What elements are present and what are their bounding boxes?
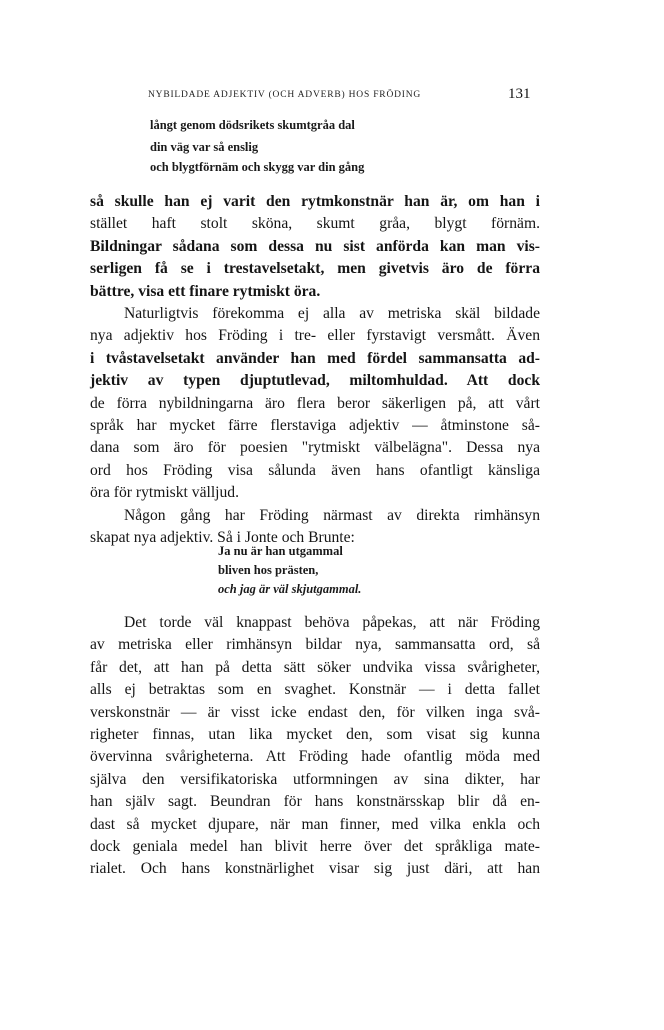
text-line: de förra nybildningarna äro flera beror säkerligen på, att vårt (90, 394, 540, 412)
text-line: så skulle han ej varit den rytmkonstnär han är, om han i (90, 193, 540, 210)
text-line: får det, att han på detta sätt söker undvika vissa svårigheter, (90, 658, 540, 676)
text-line: jektiv av typen djuptutlevad, miltomhuldad. Att dock (90, 372, 540, 390)
text-line: Någon gång har Fröding närmast av direkta rimhänsyn (124, 507, 540, 524)
text-line: dock geniala medel han blivit herre över det språkliga mate- (90, 837, 540, 855)
text-line: dana som äro för poesien "rytmiskt välbelägna". Dessa nya (90, 439, 540, 457)
text-line: nya adjektiv hos Fröding i tre- eller fyrstavigt versmått. Även (90, 327, 540, 345)
verse-quotation-1 (150, 118, 470, 174)
text-line: öra för rytmiskt välljud. (90, 484, 239, 502)
verse-line: och blygtförnäm och skygg var din gång (150, 160, 365, 174)
text-line: righeter finnas, utan lika mycket den, som visat sig kunna (90, 725, 540, 743)
text-line: skapat nya adjektiv. Så i Jonte och Brunte: (90, 529, 355, 547)
verse-line: långt genom dödsrikets skumtgråa dal (150, 118, 355, 132)
paragraph-2 (90, 303, 540, 505)
text-line: språk har mycket färre flerstaviga adjektiv — åtminstone så- (90, 416, 540, 434)
text-line: verskonstnär — är visst icke endast den, för vilken inga svå- (90, 703, 540, 721)
text-line: Det torde väl knappast behöva påpekas, att när Fröding (124, 614, 540, 631)
text-line: Naturligtvis förekomma ej alla av metriska skäl bildade (124, 305, 540, 322)
text-line: dast så mycket djupare, när man finner, med vilka enkla och (90, 815, 540, 833)
text-line: stället haft stolt sköna, skumt gråa, blygt förnäm. (90, 215, 540, 233)
verse-line: din väg var så enslig (150, 140, 259, 154)
paragraph-1 (90, 191, 540, 303)
text-line: själva den versifikatoriska utformningen av sina dikter, har (90, 770, 540, 788)
verse-line: Ja nu är han utgammal (218, 544, 343, 558)
text-line: serligen få se i trestavelsetakt, men givetvis äro de förra (90, 260, 540, 278)
verse-line: bliven hos prästen, (218, 563, 319, 577)
text-line: rialet. Och hans konstnärlighet visar sig just däri, att han (90, 860, 540, 878)
text-line: han själv sagt. Beundran för hans konstnärsskap blir då en- (90, 793, 540, 811)
text-line: ord hos Fröding visa sålunda även hans ofantligt känsliga (90, 461, 540, 479)
text-line: bättre, visa ett finare rytmiskt öra. (90, 282, 321, 300)
verse-line: och jag är väl skjutgammal. (218, 582, 362, 596)
running-head: NYBILDADE ADJEKTIV (OCH ADVERB) HOS FRÖDING (148, 90, 422, 100)
text-line: övervinna svårigheterna. Att Fröding hade ofantlig möda med (90, 748, 540, 766)
text-line: av metriska eller rimhänsyn bildar nya, sammansatta ord, så (90, 636, 540, 654)
text-line: alls ej betraktas som en svaghet. Konstnär — i detta fallet (90, 681, 540, 699)
page-number: 131 (508, 86, 531, 102)
text-line: Bildningar sådana som dessa nu sist anförda kan man vis- (90, 237, 540, 255)
paragraph-4 (90, 612, 540, 881)
text-line: i tvåstavelsetakt använder han med fördel sammansatta ad- (90, 349, 540, 367)
verse-quotation-2 (218, 544, 478, 604)
